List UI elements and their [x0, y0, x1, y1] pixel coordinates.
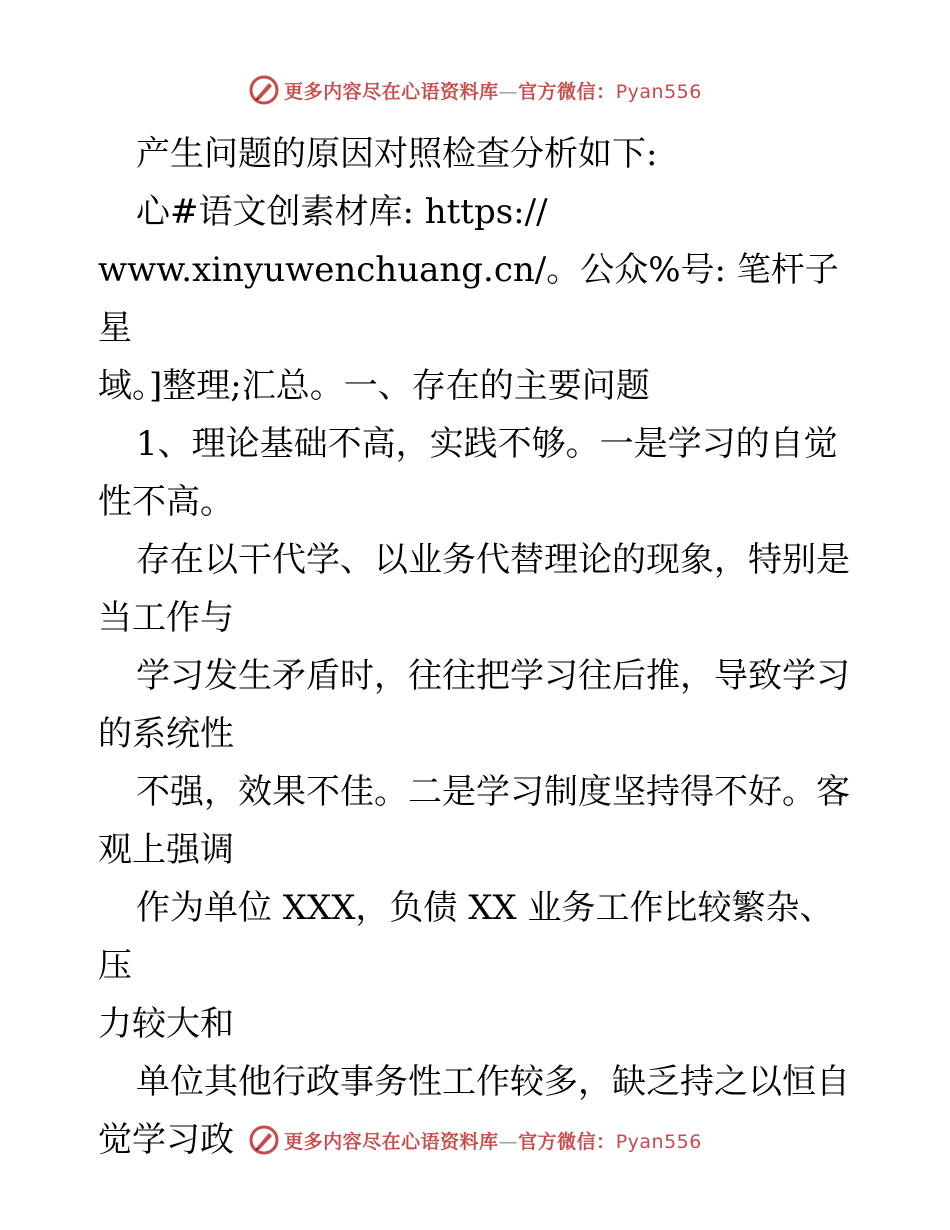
header-wechat-id: Pyan556 [615, 80, 702, 103]
header-dash: — [498, 80, 519, 103]
paragraph-7-line-1: 作为单位 XXX，负债 XX 业务工作比较繁杂、压 [98, 888, 834, 986]
document-body [98, 125, 858, 1169]
issue-1-line-2: 性不高。 [98, 482, 234, 522]
header-text [284, 77, 702, 104]
paragraph-8-line-2: 觉学习政 [98, 1120, 234, 1160]
paragraph-intro: 产生问题的原因对照检查分析如下: [136, 134, 658, 174]
footer-wechat-id: Pyan556 [615, 1130, 702, 1153]
footer-banner [0, 1120, 950, 1160]
paragraph-7-line-2: 力较大和 [98, 1004, 234, 1044]
paragraph-6-line-1: 不强，效果不佳。二是学习制度坚持得不好。客 [136, 772, 850, 812]
footer-dash: — [498, 1130, 519, 1153]
header-wechat-label: 官方微信： [518, 80, 616, 103]
header-title: 更多内容尽在心语资料库 [284, 80, 499, 103]
footer-title: 更多内容尽在心语资料库 [284, 1130, 499, 1153]
paragraph-8-line-1: 单位其他行政事务性工作较多，缺乏持之以恒自 [136, 1062, 850, 1102]
paragraph-6-line-2: 观上强调 [98, 830, 234, 870]
source-line-3: 域。]整理;汇总。一、存在的主要问题 [98, 366, 650, 406]
issue-1-line-1: 1、理论基础不高，实践不够。一是学习的自觉 [136, 424, 838, 464]
paragraph-5-line-2: 的系统性 [98, 714, 234, 754]
pen-logo-icon [248, 1124, 280, 1156]
source-line-1: 心#语文创素材库: https:// [136, 192, 548, 232]
footer-wechat-label: 官方微信： [518, 1130, 616, 1153]
source-line-2: www.xinyuwenchuang.cn/。公众%号: 笔杆子星 [98, 250, 839, 348]
paragraph-4-line-2: 当工作与 [98, 598, 234, 638]
paragraph-5-line-1: 学习发生矛盾时，往往把学习往后推，导致学习 [136, 656, 850, 696]
pen-logo-icon [248, 74, 280, 106]
paragraph-4-line-1: 存在以干代学、以业务代替理论的现象，特别是 [136, 540, 850, 580]
header-banner [0, 70, 950, 110]
footer-text [284, 1127, 702, 1154]
